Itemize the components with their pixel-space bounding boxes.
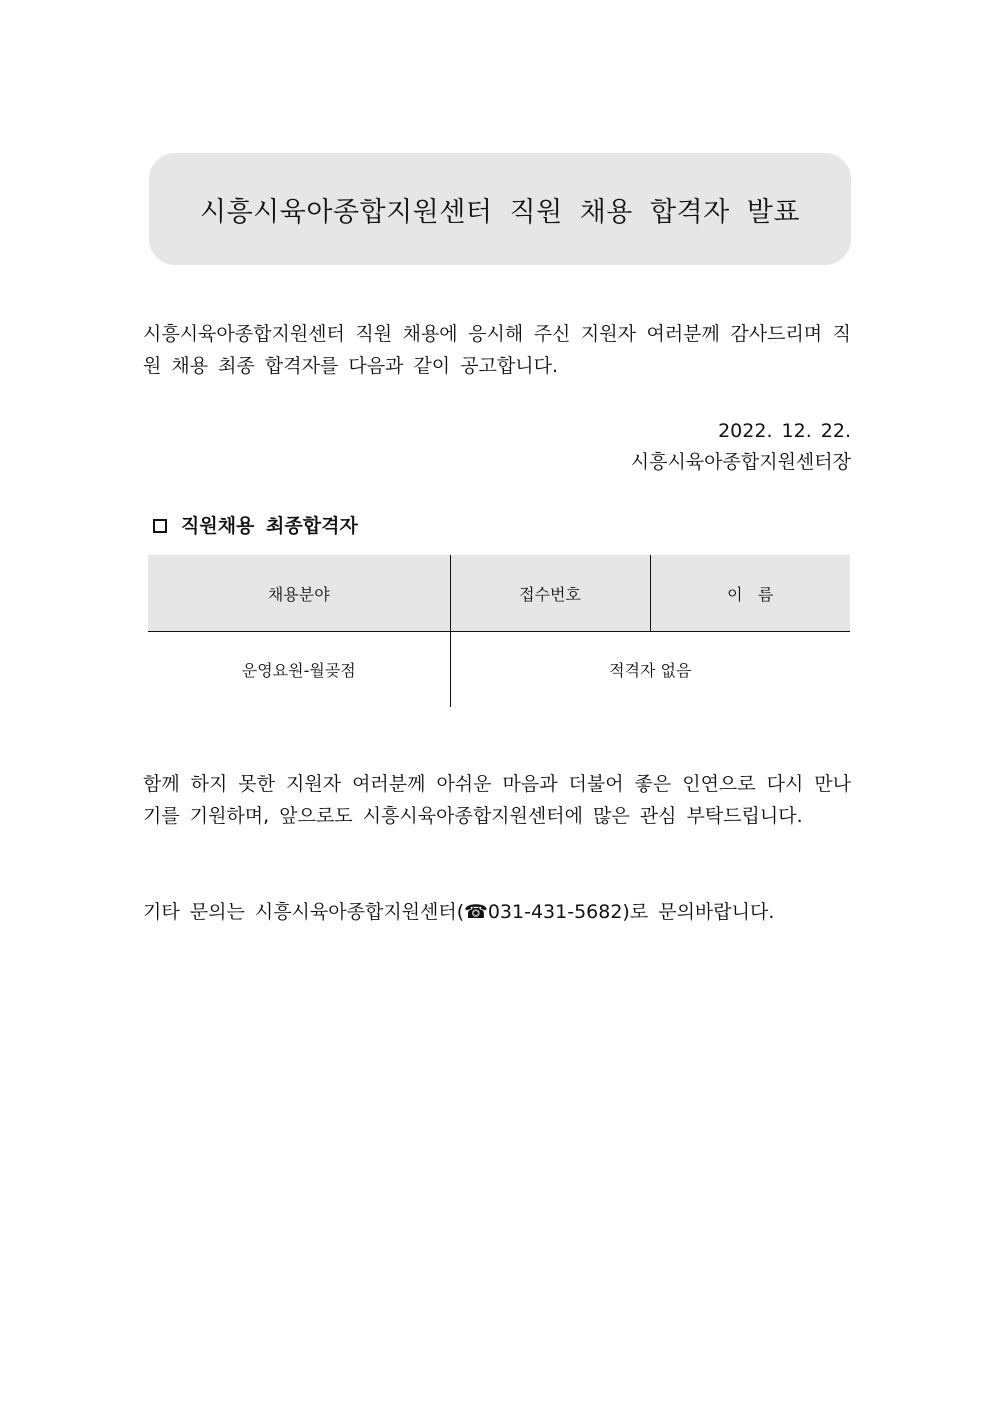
contact-paragraph: 기타 문의는 시흥시육아종합지원센터(☎031-431-5682)로 문의바랍니다. (143, 901, 775, 923)
cell-result: 적격자 없음 (609, 661, 692, 680)
table-row (148, 632, 850, 708)
results-table (148, 555, 850, 707)
announcement-date: 2022. 12. 22. (718, 420, 851, 442)
header-name: 이 름 (650, 555, 850, 632)
page-title: 시흥시육아종합지원센터 직원 채용 합격자 발표 (200, 196, 800, 228)
closing-paragraph: 함께 하지 못한 지원자 여러분께 아쉬운 마음과 더불어 좋은 인연으로 다시 만나기를 기원하며, 앞으로도 시흥시육아종합지원센터에 많은 관심 부탁드립니다. (143, 773, 851, 827)
section-heading (153, 511, 358, 541)
table-header-row (148, 555, 850, 632)
header-application-number: 접수번호 (450, 555, 650, 632)
section-heading-text: 직원채용 최종합격자 (181, 515, 358, 537)
checkbox-icon (153, 519, 167, 533)
header-field: 채용분야 (148, 555, 450, 632)
issuer-name: 시흥시육아종합지원센터장 (630, 451, 851, 473)
title-banner (149, 153, 851, 265)
cell-field: 운영요원-월곶점 (148, 632, 450, 708)
intro-paragraph: 시흥시육아종합지원센터 직원 채용에 응시해 주신 지원자 여러분께 감사드리며 직원 채용 최종 합격자를 다음과 같이 공고합니다. (143, 323, 851, 377)
